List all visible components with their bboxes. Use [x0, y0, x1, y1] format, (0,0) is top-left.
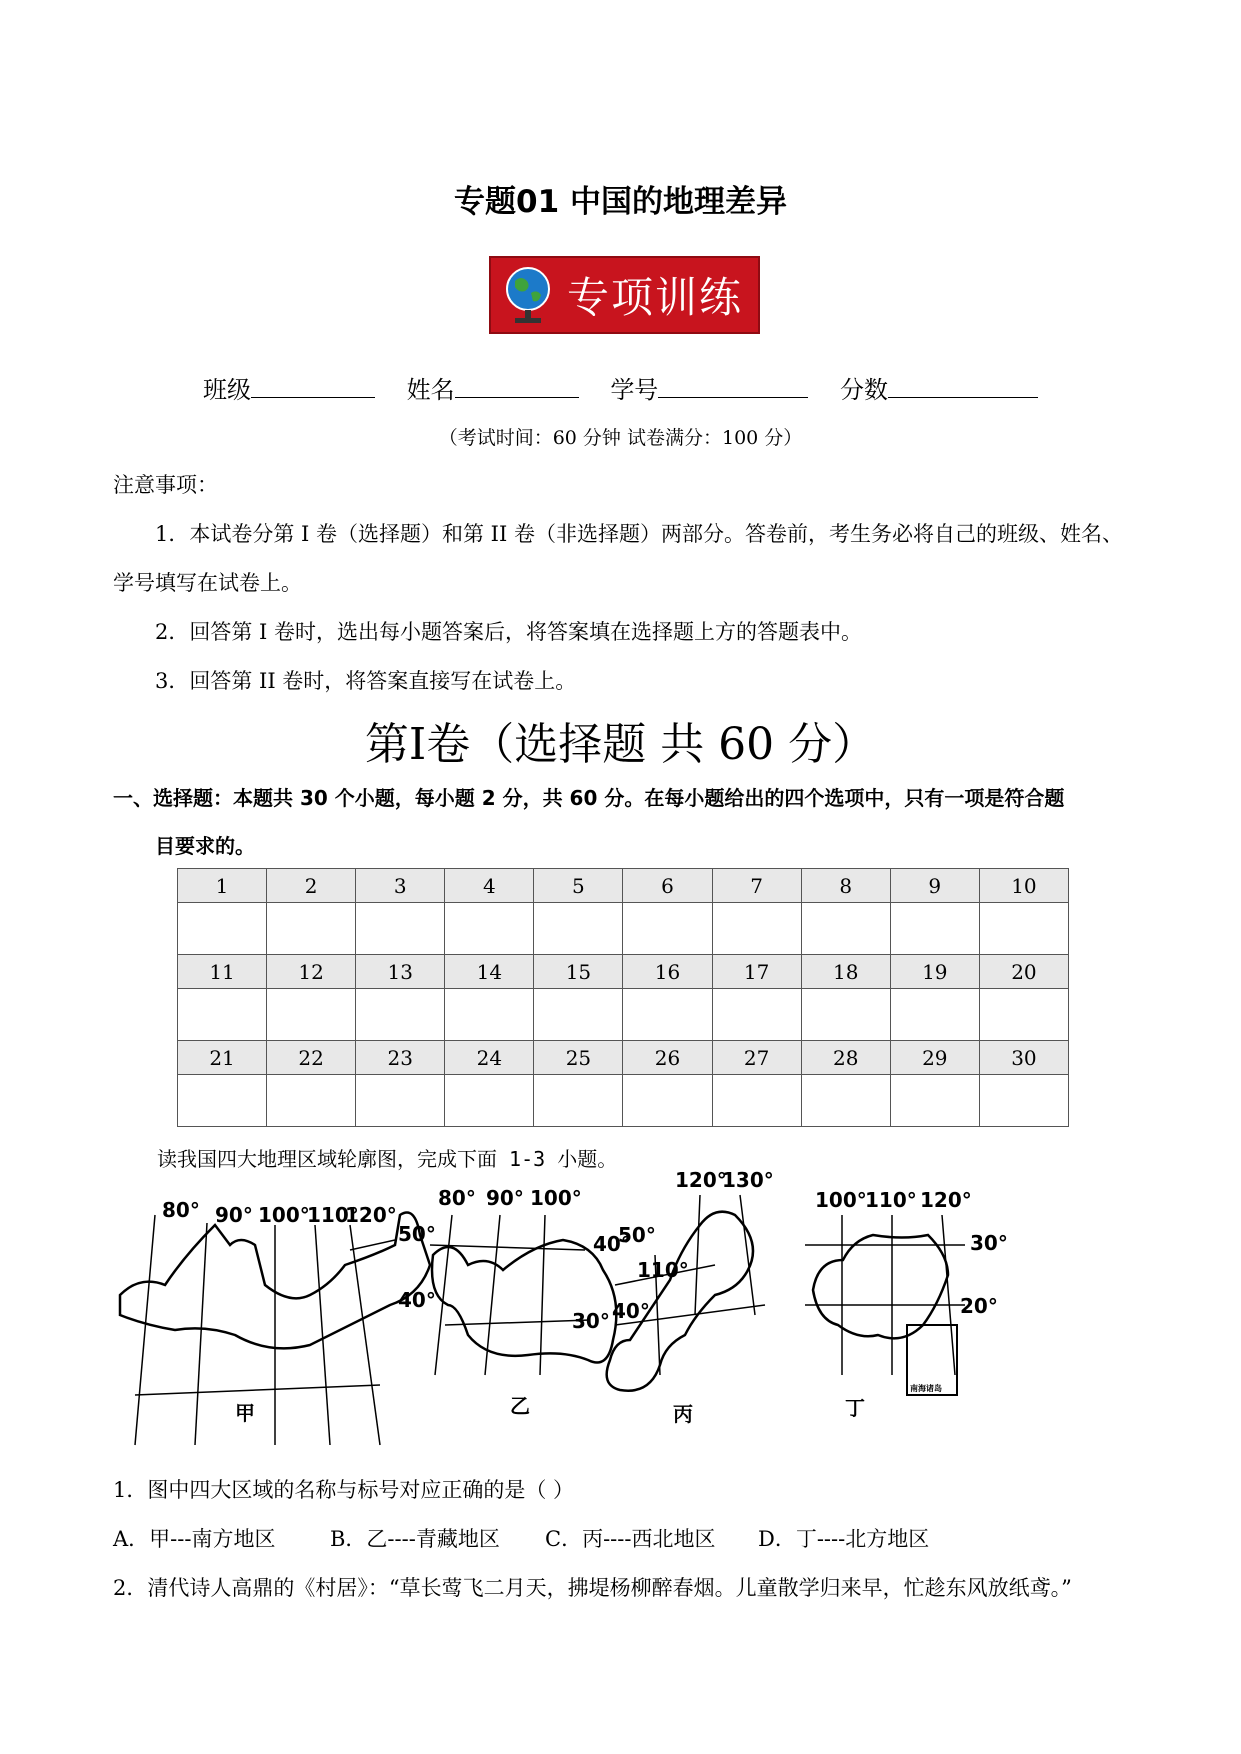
volume-title: 第I卷（选择题 共 60 分）: [364, 719, 877, 770]
map-bing-deg: 130°: [722, 1168, 774, 1192]
question-number: 10: [979, 869, 1068, 903]
question-number: 26: [623, 1041, 712, 1075]
question-number: 11: [178, 955, 267, 989]
answer-cell[interactable]: [356, 903, 445, 955]
question-number: 20: [979, 955, 1068, 989]
answer-cell[interactable]: [534, 903, 623, 955]
map-bing-label: 丙: [673, 1402, 693, 1426]
notice-3: 3．回答第 II 卷时，将答案直接写在试卷上。: [155, 669, 577, 693]
notice-title: 注意事项：: [113, 473, 218, 497]
map-yi-label: 乙: [510, 1394, 530, 1418]
student-info-line: [0, 370, 1241, 405]
notice-2: 2．回答第 I 卷时，选出每小题答案后，将答案填在选择题上方的答题表中。: [155, 620, 863, 644]
question-number: 14: [445, 955, 534, 989]
question-number: 15: [534, 955, 623, 989]
question-number: 16: [623, 955, 712, 989]
question-number: 4: [445, 869, 534, 903]
question-number: 18: [801, 955, 890, 989]
question-number: 27: [712, 1041, 801, 1075]
question-number: 5: [534, 869, 623, 903]
page-title: 专题01 中国的地理差异: [454, 184, 787, 220]
map-bing-deg: 40°: [612, 1299, 650, 1323]
exam-info: （考试时间：60 分钟 试卷满分：100 分）: [438, 427, 803, 449]
map-yi-deg: 90°: [486, 1186, 524, 1210]
map-jia: [120, 1213, 430, 1446]
answer-cell[interactable]: [979, 989, 1068, 1041]
answer-cell[interactable]: [801, 989, 890, 1041]
map-ding-deg: 30°: [970, 1231, 1008, 1255]
map-ding-deg: 110°: [865, 1188, 917, 1212]
question-number: 28: [801, 1041, 890, 1075]
question-number: 25: [534, 1041, 623, 1075]
map-ding-deg: 100°: [815, 1188, 867, 1212]
class-blank[interactable]: [251, 375, 375, 398]
map-bing-deg: 110°: [637, 1258, 689, 1282]
q1-option-d[interactable]: D．丁----北方地区: [758, 1527, 930, 1551]
name-blank[interactable]: [455, 375, 579, 398]
answer-cell[interactable]: [801, 903, 890, 955]
notice-1: 1．本试卷分第 I 卷（选择题）和第 II 卷（非选择题）两部分。答卷前，考生务必将自己的班级、姓名、: [155, 522, 1123, 546]
badge-text: 专项训练: [567, 273, 744, 322]
answer-cell[interactable]: [623, 903, 712, 955]
answer-table: [177, 868, 1069, 1127]
map-ding: [805, 1215, 965, 1395]
map-bing-deg: 120°: [675, 1168, 727, 1192]
question-number: 9: [890, 869, 979, 903]
answer-cell[interactable]: [534, 1075, 623, 1127]
map-jia-deg: 100°: [258, 1203, 310, 1227]
answer-cell[interactable]: [712, 1075, 801, 1127]
answer-cell[interactable]: [623, 989, 712, 1041]
notice-1-cont: 学号填写在试卷上。: [113, 571, 302, 595]
question-number: 21: [178, 1041, 267, 1075]
map-jia-deg: 50°: [398, 1222, 436, 1246]
map-jia-label: 甲: [235, 1401, 255, 1425]
question-number: 19: [890, 955, 979, 989]
score-blank[interactable]: [888, 375, 1038, 398]
map-jia-deg: 120°: [345, 1203, 397, 1227]
globe-icon: [501, 263, 555, 327]
answer-cell[interactable]: [623, 1075, 712, 1127]
question-number: 13: [356, 955, 445, 989]
map-ding-label: 丁: [845, 1396, 865, 1420]
map-ding-deg: 120°: [920, 1188, 972, 1212]
answer-cell[interactable]: [178, 1075, 267, 1127]
answer-cell[interactable]: [356, 989, 445, 1041]
student-id-label: 学号: [610, 376, 659, 404]
answer-cell[interactable]: [356, 1075, 445, 1127]
answer-cell[interactable]: [890, 1075, 979, 1127]
q1-option-c[interactable]: C．丙----西北地区: [545, 1527, 716, 1551]
answer-cell[interactable]: [712, 989, 801, 1041]
question-number: 7: [712, 869, 801, 903]
answer-cell[interactable]: [445, 903, 534, 955]
map-yi-deg: 80°: [438, 1186, 476, 1210]
answer-cell[interactable]: [534, 989, 623, 1041]
class-label: 班级: [203, 376, 252, 404]
section-heading-cont: 目要求的。: [155, 834, 255, 858]
question-number: 24: [445, 1041, 534, 1075]
answer-cell[interactable]: [445, 989, 534, 1041]
map-ding-deg: 20°: [960, 1294, 998, 1318]
score-label: 分数: [839, 376, 888, 404]
map-jia-deg: 90°: [215, 1203, 253, 1227]
question-number: 2: [267, 869, 356, 903]
question-number: 1: [178, 869, 267, 903]
question-number: 12: [267, 955, 356, 989]
question-2: 2．清代诗人高鼎的《村居》：“草长莺飞二月天，拂堤杨柳醉春烟。儿童散学归来早，忙趁东风放纸鸢。”: [113, 1576, 1072, 1600]
map-yi: [430, 1215, 616, 1375]
question-1: 1．图中四大区域的名称与标号对应正确的是（ ）: [113, 1478, 575, 1502]
answer-cell[interactable]: [267, 1075, 356, 1127]
map-ding-inset: 南海诸岛: [910, 1384, 942, 1393]
map-jia-deg: 110°: [307, 1203, 359, 1227]
answer-cell[interactable]: [267, 989, 356, 1041]
question-number: 8: [801, 869, 890, 903]
region-outline-maps: [115, 1168, 1125, 1455]
answer-cell[interactable]: [178, 903, 267, 955]
answer-cell[interactable]: [890, 903, 979, 955]
question-number: 6: [623, 869, 712, 903]
question-number: 22: [267, 1041, 356, 1075]
question-number: 30: [979, 1041, 1068, 1075]
question-number: 23: [356, 1041, 445, 1075]
answer-cell[interactable]: [712, 903, 801, 955]
question-number: 3: [356, 869, 445, 903]
answer-cell[interactable]: [979, 903, 1068, 955]
name-label: 姓名: [406, 376, 455, 404]
map-intro: 读我国四大地理区域轮廓图，完成下面 1-3 小题。: [157, 1147, 618, 1171]
map-bing-deg: 50°: [618, 1223, 656, 1247]
q1-option-b[interactable]: B．乙----青藏地区: [330, 1527, 500, 1551]
answer-cell[interactable]: [445, 1075, 534, 1127]
answer-cell[interactable]: [178, 989, 267, 1041]
special-training-badge: [489, 256, 760, 334]
map-yi-deg: 40°: [593, 1232, 631, 1256]
question-number: 29: [890, 1041, 979, 1075]
map-yi-deg: 100°: [530, 1186, 582, 1210]
q1-option-a[interactable]: A．甲---南方地区: [113, 1527, 276, 1551]
map-yi-deg: 30°: [572, 1309, 610, 1333]
map-jia-deg: 40°: [398, 1288, 436, 1312]
question-number: 17: [712, 955, 801, 989]
student-id-blank[interactable]: [658, 375, 808, 398]
map-jia-deg: 80°: [162, 1198, 200, 1222]
answer-cell[interactable]: [267, 903, 356, 955]
answer-cell[interactable]: [979, 1075, 1068, 1127]
answer-cell[interactable]: [801, 1075, 890, 1127]
answer-cell[interactable]: [890, 989, 979, 1041]
section-heading: 一、选择题：本题共 30 个小题，每小题 2 分，共 60 分。在每小题给出的四个选项中，只有一项是符合题: [113, 786, 1065, 810]
